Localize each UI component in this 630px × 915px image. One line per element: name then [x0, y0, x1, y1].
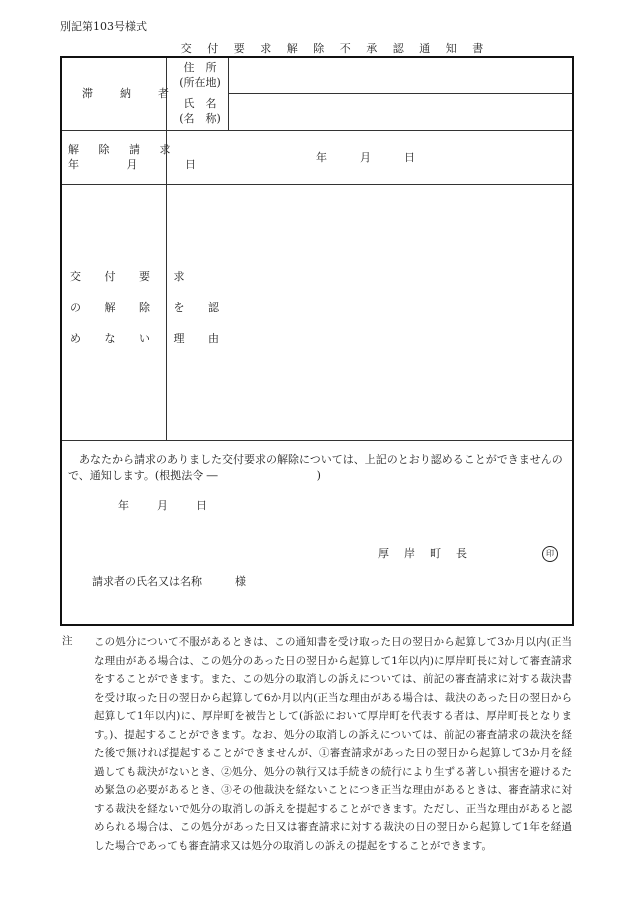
note-label: 注	[62, 635, 73, 647]
notice-text: あなたから請求のありました交付要求の解除については、上記のとおり認めることができませんので、通知します。(根拠法令 ― )	[68, 453, 563, 482]
form-number: 別記第103号様式	[60, 20, 147, 33]
notice-date[interactable]: 年 月 日	[118, 499, 209, 512]
row-divider-taxpayer	[62, 130, 572, 131]
seal-mark: 印	[542, 546, 558, 562]
row-divider-date	[62, 184, 572, 185]
reason-label-line1: 交 付 要 求	[70, 270, 195, 283]
reason-label-line3: め な い 理 由	[70, 332, 229, 345]
note-text: この処分について不服があるときは、この通知書を受け取った日の翌日から起算して3か月以内(正当な理由がある場合は、この処分のあった日の翌日から起算して1年以内)に厚岸町長に対して審査請求をすることができます。また、この処分の取消しの訴えについては、前記の審査請求に対する裁決書を受け取った日の翌日から起算して6か月以内(正当な理由がある場合は、裁決のあった日の翌日から起算して1年以内)に、厚岸町を被告として(訴訟において厚岸町を代表する者は、厚岸町長となります。)、提起することができます。なお、処分の取消しの訴えについては、前記の審査請求の裁決を経た後で無ければ提起することができませんが、①審査請求があった日の翌日から起算して3か月を経過しても裁決がないとき、②処分、処分の執行又は手続きの続行により生ずる著しい損害を避けるため緊急の必要があるとき、③その他裁決を経ないことにつき正当な理由があるときは、審査請求に対する裁決を経ないで処分の取消しの訴えを提起することができます。ただし、正当な理由があると認められる場合は、この処分があった日又は審査請求に対する裁決の日の翌日から起算して1年を経過した場合であっても審査請求又は処分の取消しの訴えの提起をすることができます。	[94, 636, 572, 852]
requester-name-line[interactable]: 請求者の氏名又は名称 様	[92, 575, 246, 588]
col-divider-sublabel	[228, 58, 229, 130]
name-sublabel: (名 称)	[179, 112, 221, 125]
col-divider-label	[166, 58, 167, 440]
request-date-value[interactable]: 年 月 日	[316, 151, 415, 164]
document-title: 交 付 要 求 解 除 不 承 認 通 知 書	[180, 42, 490, 55]
address-label: 住 所	[183, 61, 217, 74]
request-date-label-line1: 解 除 請 求	[68, 143, 179, 156]
row-divider-address	[228, 93, 572, 94]
address-sublabel: (所在地)	[179, 76, 221, 89]
request-date-label-line2: 年 月 日	[68, 158, 218, 171]
taxpayer-label: 滞 納 者	[82, 87, 177, 100]
row-divider-reason	[62, 440, 572, 441]
form-table	[60, 56, 574, 626]
name-label: 氏 名	[183, 97, 217, 110]
issuer-title: 厚 岸 町 長	[378, 547, 469, 560]
reason-label-line2: の 解 除 を 認	[70, 301, 229, 314]
